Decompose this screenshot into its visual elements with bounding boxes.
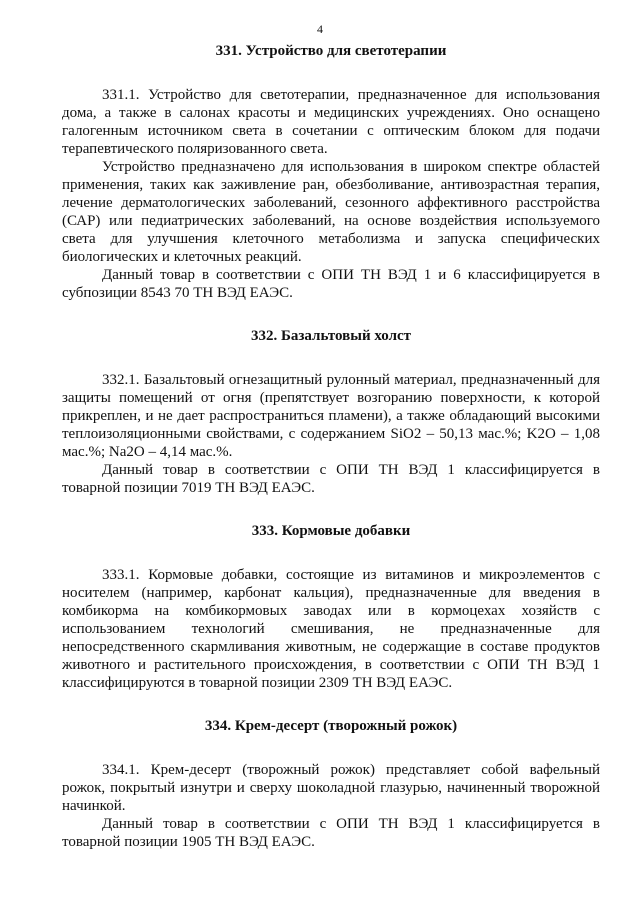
- paragraph: Данный товар в соответствии с ОПИ ТН ВЭД 1 и 6 классифицируется в субпозиции 8543 70 ТН ВЭД ЕАЭС.: [62, 267, 600, 301]
- paragraph: 334.1. Крем-десерт (творожный рожок) представляет собой вафельный рожок, покрытый изнутри и сверху шоколадной глазурью, начиненный творожной начинкой.: [62, 762, 600, 814]
- section-334: [62, 717, 600, 851]
- section-title: 331. Устройство для светотерапии: [215, 43, 447, 59]
- paragraph: 332.1. Базальтовый огнезащитный рулонный материал, предназначенный для защиты помещений от огня (препятствует возгоранию поверхности, к которой прикреплен, и не дает распространиться пламени), а также обладающий высокими теплоизоляционными свойствами, с содержанием SiO2 – 50,13 мас.%; K2O – 1,08 мас.%; Na2O – 4,14 мас.%.: [62, 372, 600, 460]
- section-332: [62, 327, 600, 497]
- section-333: [62, 522, 600, 692]
- paragraph: 331.1. Устройство для светотерапии, предназначенное для использования дома, а также в салонах красоты и медицинских учреждениях. Оно оснащено галогенным источником света в сочетании с оптическим блоком для подачи терапевтического поляризованного света.: [62, 87, 600, 157]
- paragraph: Данный товар в соответствии с ОПИ ТН ВЭД 1 классифицируется в товарной позиции 7019 ТН ВЭД ЕАЭС.: [62, 462, 600, 496]
- paragraph: Устройство предназначено для использования в широком спектре областей применения, таких как заживление ран, обезболивание, антивозрастная терапия, лечение дерматологических заболеваний, сезонного аффективного расстройства (САР) или педиатрических заболеваний, на основе воздействия используемого света для улучшения клеточного метаболизма и запуска специфических биологических и клеточных реакций.: [62, 159, 600, 265]
- section-331: [62, 42, 600, 302]
- page-number: 4: [317, 22, 323, 36]
- section-title: 334. Крем-десерт (творожный рожок): [204, 718, 458, 734]
- section-title: 333. Кормовые добавки: [251, 523, 411, 539]
- paragraph: 333.1. Кормовые добавки, состоящие из витаминов и микроэлементов с носителем (например, карбонат кальция), предназначенные для введения в комбикорма на комбикормовых заводах или в кормоцехах хозяйств с использованием технологий смешивания, не предназначенные для непосредственного скармливания животным, не содержащие в составе продуктов животного и растительного происхождения, в соответствии с ОПИ ТН ВЭД 1 классифицируются в товарной позиции 2309 ТН ВЭД ЕАЭС.: [62, 567, 600, 691]
- section-title: 332. Базальтовый холст: [250, 328, 412, 344]
- paragraph: Данный товар в соответствии с ОПИ ТН ВЭД 1 классифицируется в товарной позиции 1905 ТН ВЭД ЕАЭС.: [62, 816, 600, 850]
- document-body: [62, 42, 600, 851]
